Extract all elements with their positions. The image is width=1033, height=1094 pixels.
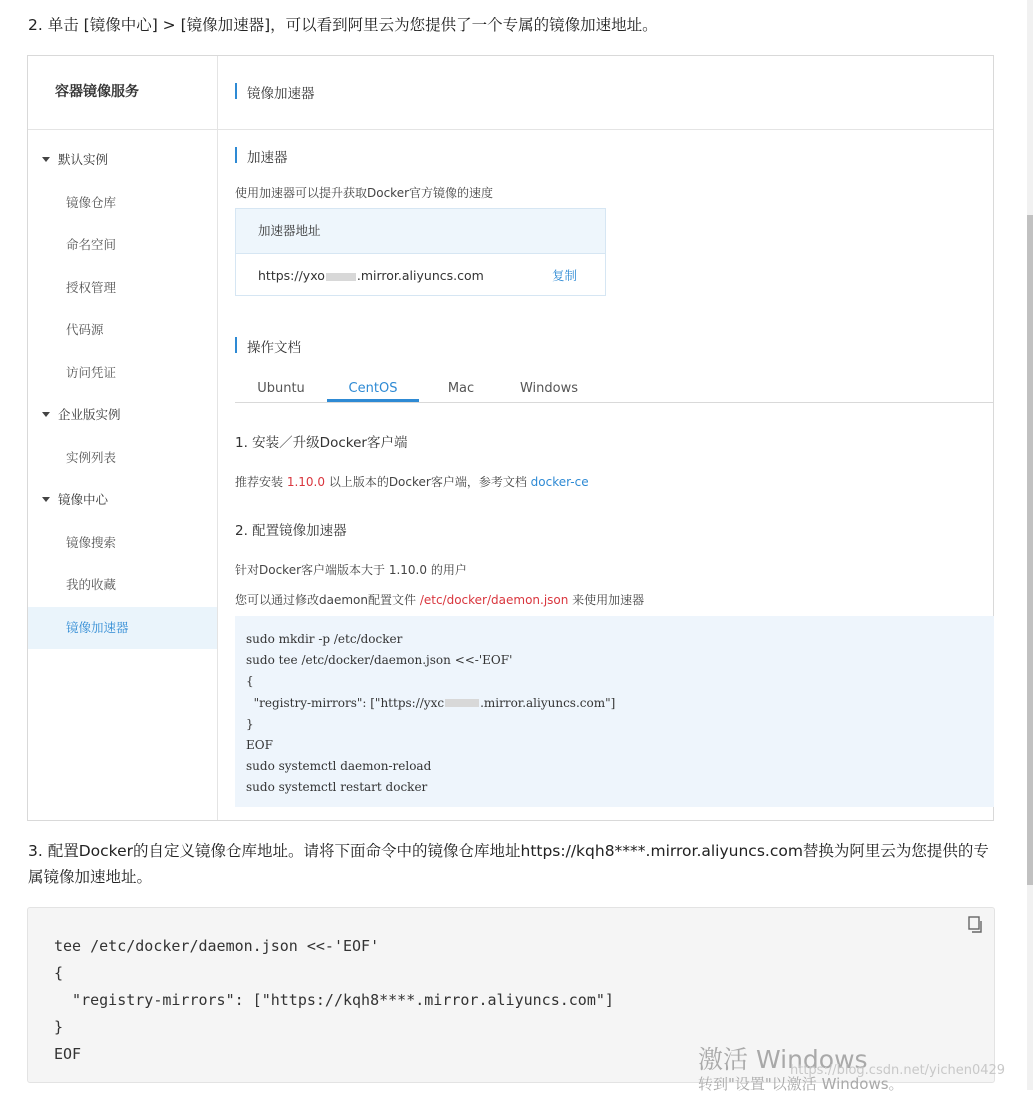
step-3-text: 3. 配置Docker的自定义镜像仓库地址。请将下面命令中的镜像仓库地址https://kqh8****.mirror.aliyuncs.com替换为阿里云为您提供的专属镜像加速地址。: [28, 842, 989, 886]
redacted-blur: [326, 273, 356, 281]
sidebar-group-label: 镜像中心: [58, 492, 109, 507]
code-line: {: [54, 964, 64, 982]
daemon-json-path: /etc/docker/daemon.json: [419, 593, 569, 607]
docker-ce-link[interactable]: docker-ce: [530, 475, 589, 489]
code-line: EOF: [54, 1045, 82, 1063]
docs-title: 操作文档: [235, 336, 301, 356]
code-line: tee /etc/docker/daemon.json <<-'EOF': [54, 937, 380, 955]
accelerator-url-suffix: .mirror.aliyuncs.com: [356, 268, 484, 283]
accelerator-url-prefix: https://yxo: [258, 268, 325, 283]
sidebar-item-namespaces[interactable]: 命名空间: [66, 237, 117, 252]
config-title: 2. 配置镜像加速器: [235, 523, 347, 539]
csdn-url-watermark: https://blog.csdn.net/yichen0429: [790, 1063, 1006, 1078]
sidebar-group-label: 企业版实例: [58, 407, 121, 422]
windows-activation-watermark: 激活 Windows: [698, 1045, 868, 1074]
install-title: 1. 安装／升级Docker客户端: [235, 435, 408, 451]
code-line: sudo systemctl daemon-reload: [246, 759, 432, 774]
sidebar-group-enterprise[interactable]: [28, 394, 217, 437]
main-panel: [218, 56, 993, 820]
code-line: sudo systemctl restart docker: [246, 780, 428, 795]
code-line: sudo tee /etc/docker/daemon.json <<-'EOF': [246, 653, 513, 668]
code-line: }: [54, 1018, 64, 1036]
caret-down-icon: [42, 497, 50, 502]
code-line: {: [246, 674, 254, 689]
caret-down-icon: [42, 412, 50, 417]
tab-windows[interactable]: Windows: [519, 381, 579, 396]
step-2-text: 2. 单击 [镜像中心] > [镜像加速器]，可以看到阿里云为您提供了一个专属的镜像加速地址。: [28, 16, 658, 34]
accelerator-address-header: 加速器地址: [236, 209, 605, 254]
accelerator-address-box: [235, 208, 606, 296]
install-text-a: 推荐安装: [235, 475, 287, 489]
scrollbar-thumb[interactable]: [1027, 215, 1033, 885]
code-line: sudo mkdir -p /etc/docker: [246, 632, 403, 646]
sidebar: [28, 56, 218, 820]
tab-mac[interactable]: Mac: [447, 381, 475, 396]
config-text-1: 针对Docker客户端版本大于 1.10.0 的用户: [235, 563, 467, 577]
accelerator-title: 加速器: [235, 146, 288, 166]
sidebar-list: [28, 130, 217, 649]
sidebar-item-search[interactable]: 镜像搜索: [66, 534, 117, 550]
sidebar-group-label: 默认实例: [58, 152, 109, 167]
copy-icon[interactable]: [968, 916, 984, 934]
caret-down-icon: [42, 157, 50, 162]
main-header: [218, 56, 993, 130]
tab-centos[interactable]: CentOS: [327, 376, 419, 402]
sidebar-title: 容器镜像服务: [28, 56, 217, 130]
config-text-2a: 您可以通过修改daemon配置文件: [235, 593, 420, 607]
config-text-2b: 来使用加速器: [568, 593, 645, 607]
code-line: "registry-mirrors": ["https://kqh8****.mirror.aliyuncs.com"]: [54, 991, 614, 1009]
sidebar-item-credentials[interactable]: 访问凭证: [66, 364, 117, 380]
sidebar-item-auth[interactable]: 授权管理: [66, 279, 117, 295]
sidebar-item-accelerator[interactable]: 镜像加速器: [28, 607, 217, 650]
windows-activation-subtext: 转到"设置"以激活 Windows。: [698, 1075, 904, 1093]
copy-link[interactable]: 复制: [551, 268, 577, 283]
sidebar-item-repos[interactable]: 镜像仓库: [66, 194, 117, 210]
code-line: EOF: [246, 737, 273, 752]
config-text-2: [235, 591, 644, 608]
console-screenshot: [27, 55, 994, 821]
sidebar-item-favorites[interactable]: 我的收藏: [66, 577, 117, 592]
sidebar-item-code-source[interactable]: 代码源: [66, 322, 104, 337]
page-scrollbar[interactable]: [1027, 0, 1033, 1090]
install-text-b: 以上版本的Docker客户端，参考文档: [325, 475, 531, 489]
code-line: }: [246, 716, 254, 731]
tab-ubuntu[interactable]: Ubuntu: [257, 381, 305, 396]
sidebar-group-image-center[interactable]: [28, 479, 217, 522]
config-code-block: [235, 616, 994, 807]
redacted-blur: [445, 699, 479, 707]
accelerator-description: 使用加速器可以提升获取Docker官方镜像的速度: [235, 186, 494, 200]
sidebar-group-default[interactable]: [28, 139, 217, 182]
os-tabs: [235, 376, 993, 403]
install-version: 1.10.0: [286, 475, 325, 489]
page-title: 镜像加速器: [235, 82, 315, 102]
install-text: [235, 473, 589, 490]
accelerator-address-row: [236, 254, 605, 297]
code-line-mirror-prefix: "registry-mirrors": ["https://yxc: [246, 695, 445, 710]
code-line-mirror-suffix: .mirror.aliyuncs.com"]: [480, 695, 616, 710]
code-line-mirror: [246, 693, 994, 714]
sidebar-item-instances[interactable]: 实例列表: [66, 449, 117, 465]
